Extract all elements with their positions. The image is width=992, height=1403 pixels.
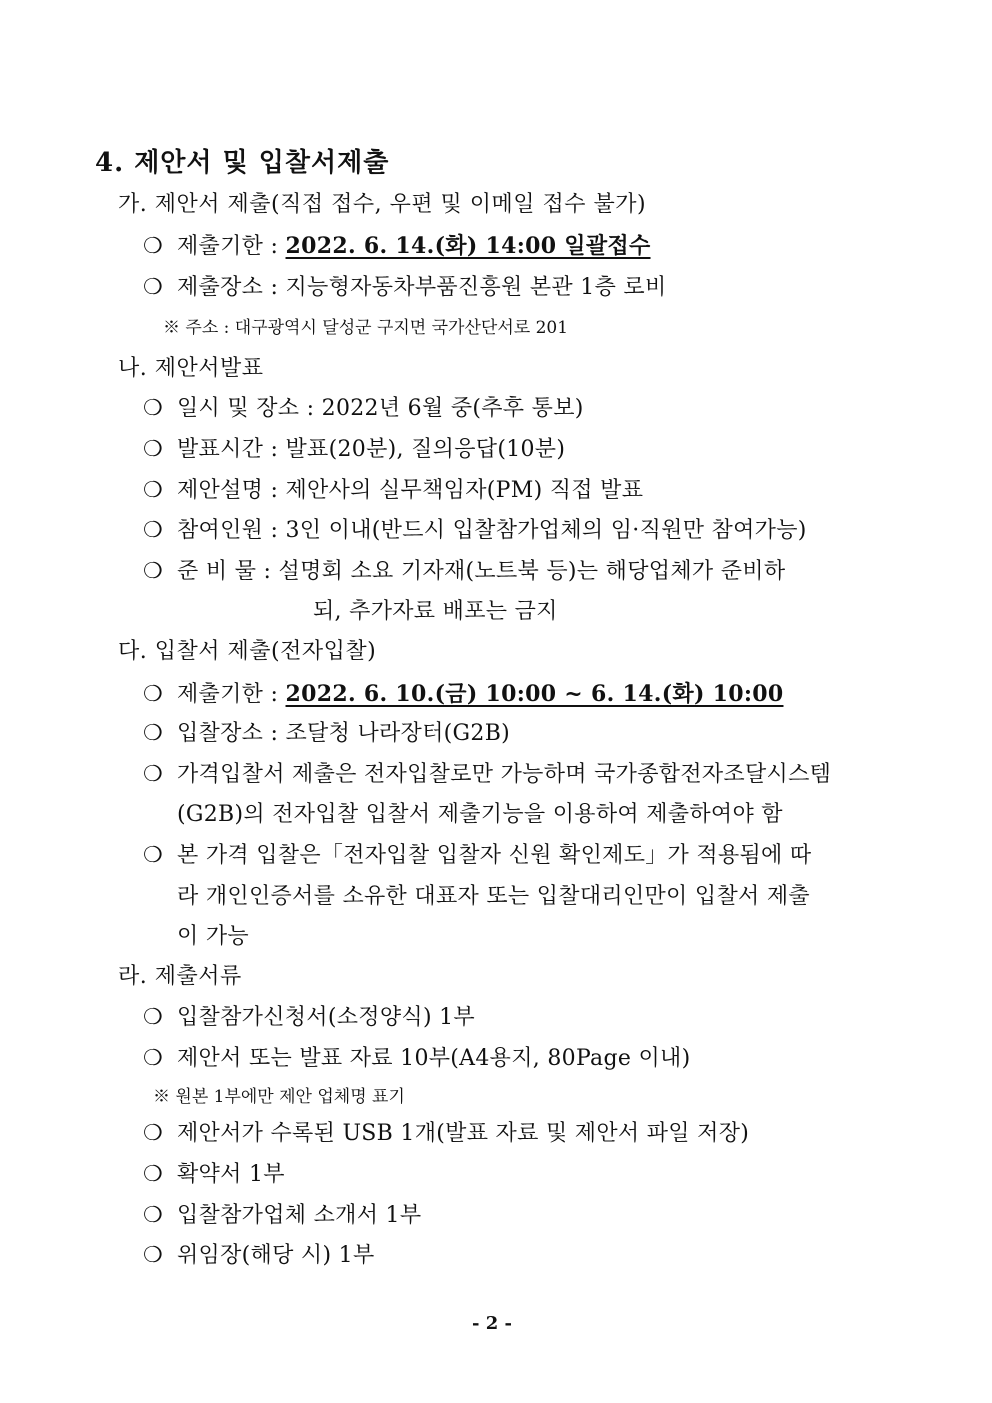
bullet-item: ❍ 참여인원 : 3인 이내(반드시 입찰참가업체의 임·직원만 참여가능) <box>143 518 807 543</box>
bullet-item: ❍ 발표시간 : 발표(20분), 질의응답(10분) <box>143 437 566 462</box>
bullet-continuation: (G2B)의 전자입찰 입찰서 제출기능을 이용하여 제출하여야 함 <box>177 802 783 827</box>
bullet-item: ❍ 입찰참가업체 소개서 1부 <box>143 1203 422 1228</box>
bullet-circle-icon: ❍ <box>143 1203 164 1228</box>
bullet-continuation: 되, 추가자료 배포는 금지 <box>313 599 558 624</box>
bullet-item: ❍ 제출기한 : 2022. 6. 14.(화) 14:00 일괄접수 <box>143 233 651 259</box>
bullet-circle-icon: ❍ <box>143 1046 164 1071</box>
bullet-item: ❍ 입찰참가신청서(소정양식) 1부 <box>143 1005 475 1030</box>
bullet-item: ❍ 제안서 또는 발표 자료 10부(A4용지, 80Page 이내) <box>143 1046 691 1071</box>
bullet-item: ❍ 일시 및 장소 : 2022년 6월 중(추후 통보) <box>143 396 584 421</box>
deadline-value: 2022. 6. 14.(화) 14:00 일괄접수 <box>285 233 651 259</box>
bullet-circle-icon: ❍ <box>143 396 164 421</box>
bullet-circle-icon: ❍ <box>143 275 164 300</box>
bullet-item: ❍ 제출기한 : 2022. 6. 10.(금) 10:00 ~ 6. 14.(화) 10:00 <box>143 681 784 707</box>
subsection-ga: 가. 제안서 제출(직접 접수, 우편 및 이메일 접수 불가) <box>118 192 647 217</box>
bullet-item: ❍ 입찰장소 : 조달청 나라장터(G2B) <box>143 721 511 746</box>
section-heading: 4. 제안서 및 입찰서제출 <box>95 148 390 178</box>
bullet-circle-icon: ❍ <box>143 843 164 868</box>
subsection-da: 다. 입찰서 제출(전자입찰) <box>118 639 377 664</box>
bullet-item: ❍ 제안서가 수록된 USB 1개(발표 자료 및 제안서 파일 저장) <box>143 1121 750 1146</box>
bullet-continuation: 라 개인인증서를 소유한 대표자 또는 입찰대리인만이 입찰서 제출 <box>177 884 810 909</box>
bullet-circle-icon: ❍ <box>143 1243 164 1268</box>
bullet-circle-icon: ❍ <box>143 437 164 462</box>
bullet-item: ❍ 제안설명 : 제안사의 실무책임자(PM) 직접 발표 <box>143 478 644 503</box>
bullet-circle-icon: ❍ <box>143 478 164 503</box>
bullet-circle-icon: ❍ <box>143 1162 164 1187</box>
bullet-circle-icon: ❍ <box>143 1005 164 1030</box>
subsection-na: 나. 제안서발표 <box>118 356 264 381</box>
subsection-ra: 라. 제출서류 <box>118 964 242 989</box>
bullet-item: ❍ 위임장(해당 시) 1부 <box>143 1243 375 1268</box>
original-note: ※ 원본 1부에만 제안 업체명 표기 <box>153 1087 405 1107</box>
page-number: - 2 - <box>472 1313 512 1334</box>
address-note: ※ 주소 : 대구광역시 달성군 구지면 국가산단서로 201 <box>163 318 569 338</box>
bullet-circle-icon: ❍ <box>143 721 164 746</box>
bullet-circle-icon: ❍ <box>143 234 164 259</box>
bullet-circle-icon: ❍ <box>143 762 164 787</box>
bullet-item: ❍ 제출장소 : 지능형자동차부품진흥원 본관 1층 로비 <box>143 275 667 300</box>
deadline-value: 2022. 6. 10.(금) 10:00 ~ 6. 14.(화) 10:00 <box>285 681 784 707</box>
bullet-circle-icon: ❍ <box>143 682 164 707</box>
bullet-item: ❍ 본 가격 입찰은「전자입찰 입찰자 신원 확인제도」가 적용됨에 따 <box>143 843 812 868</box>
bullet-item: ❍ 확약서 1부 <box>143 1162 285 1187</box>
bullet-item: ❍ 준 비 물 : 설명회 소요 기자재(노트북 등)는 해당업체가 준비하 <box>143 559 786 584</box>
bullet-circle-icon: ❍ <box>143 1121 164 1146</box>
bullet-circle-icon: ❍ <box>143 559 164 584</box>
bullet-circle-icon: ❍ <box>143 518 164 543</box>
bullet-item: ❍ 가격입찰서 제출은 전자입찰로만 가능하며 국가종합전자조달시스템 <box>143 762 832 787</box>
bullet-continuation: 이 가능 <box>177 924 249 949</box>
